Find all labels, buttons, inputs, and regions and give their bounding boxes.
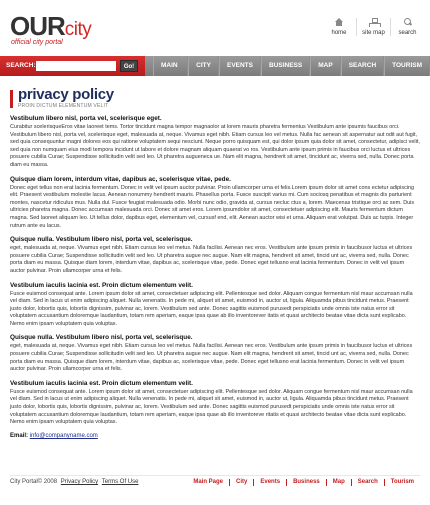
terms-of-use-link[interactable]: Terms Of Use — [101, 479, 139, 485]
section-title: Vestibulum iaculis lacinia est. Proin dictum elementum velit. — [10, 379, 193, 387]
go-button[interactable]: Go! — [120, 60, 138, 72]
search-input[interactable] — [36, 61, 116, 71]
privacy-policy-link[interactable]: Privacy Policy — [60, 479, 99, 485]
email-link[interactable]: info@companyname.com — [29, 432, 98, 439]
top-link-sitemap[interactable] — [356, 18, 390, 36]
email-line — [10, 433, 420, 439]
nav-item-map[interactable]: MAP — [310, 56, 340, 76]
policy-section — [10, 236, 420, 275]
section-body: Curabitur scelerisqueEros vitae laoreet tems. Tortor tincidunt magna tempor magnaolor at lorem mauris pharetra fermentus Vestibulum ante ipsumis faucibus orci. Vestibulum libero nisl, porta vel, scelerisque eget, malesuada at, neque. Vivamus eget nibh. Etiam cursus leo vel metus. Nulla fac aenean sit aspernatur aut odit aut fugit, sed quia consequuntur magni dolores eos qui ratione voluptatem sequi nesciunt. Neque porro quisquam est, qui dolor ipsum quia dolor sit amet, consectetur, adipisci velit, sed quia non numquam eius modi tempora incidunt ut labore et dolore magnam aliquam quaerat vo ros. Vestibulum ante ipsum primis in faucibus orci luctus et ultrices posuere cubilia Curae; Suspendisse sollicitudin velit sed leo. Ut pharetra augueneca ue. Nam elit magna, hendrerit sit amet, tincidunt ac, viverra sed, nulla. Donec porta diam eu massa. — [10, 124, 420, 168]
top-link-label: home — [331, 30, 347, 36]
section-title: Quisque nulla. Vestibulum libero nisl, porta vel, scelerisque. — [10, 334, 193, 342]
nav-item-events[interactable]: EVENTS — [219, 56, 261, 76]
policy-section — [10, 334, 420, 373]
nav-item-search[interactable]: SEARCH — [341, 56, 384, 76]
footer-divider — [10, 475, 420, 476]
sitemap-icon — [369, 18, 379, 26]
top-link-search[interactable] — [390, 18, 424, 36]
policy-sections — [10, 115, 420, 427]
nav-item-business[interactable]: BUSINESS — [261, 56, 310, 76]
top-link-label: site map — [362, 30, 385, 36]
page-heading — [10, 88, 420, 110]
policy-section — [10, 380, 420, 427]
search-label: SEARCH: — [6, 62, 36, 69]
policy-section — [10, 176, 420, 231]
page-subtitle: PROIN DICTUM ELEMENTUM VELIT — [18, 103, 109, 109]
section-title: Quisque nulla. Vestibulum libero nisl, porta vel, scelerisque. — [10, 236, 193, 244]
footer-link-city[interactable]: City — [229, 479, 253, 486]
nav-item-tourism[interactable]: TOURISM — [384, 56, 430, 76]
footer-link-search[interactable]: Search — [351, 479, 384, 486]
section-title: Quisque diam lorem, interdum vitae, dapibus ac, scelerisque vitae, pede. — [10, 175, 231, 183]
home-icon — [334, 18, 344, 26]
section-body: Fusce euismod consequat ante. Lorem ipsum dolor sit amet, consectetuer adipiscing elit. Pellentesque sed dolor. Aliquam congue fermentum nisl maur accumsan nulla vel diam. Sed in lacus ut enim adipiscing aliquet. Nulla venenatis. In pede mi, aliquet sit amet, euismod in, auctor ut, ligula. Aliquamda pibus tincidunt metus. Praesent justo dolor, lobortis quis, lobortis dignissim, pulvinar ac, lorem. Vestibulum sed ante. Donec sagittis euismod purusedt perspiciatis unde omnis iste natus error sit voluptatem accusantium doloremque laudantium, totam rem aperiam, eaque ipsa quae ab illo inventoreve ritatis et quasi architecto beatae vitae dicta sunt explicabo. Nemo enim ipsam voluptatem quia voluptas. — [10, 388, 413, 426]
section-title: Vestibulum libero nisl, porta vel, scelerisque eget. — [10, 115, 162, 122]
footer-link-main-page[interactable]: Main Page — [193, 479, 224, 485]
section-body: eget, malesuada at, neque. Vivamus eget nibh. Etiam cursus leo vel metus. Nulla facilisi. Aenean nec eros. Vestibulum ante ipsum primis in faucibusor luctus et ultrices posuere cubilia Curae; Suspendisse sollicitudin velit sed leo. Ut pharetra augue nec augue. Nam elit magna, hendrerit sit amet, tincid unt ac, viverra sed, nulla. Donec porta diam eu massa. Quisque diam lorem, interdum vitae, dapibus ac, scelerisque vitae, pede. Donec eget tellusno erat lacinia fermentum. Donec in velit vel ipsum auctor pulvinar. Proin ullamcorper urna et felis. — [10, 343, 413, 373]
policy-section — [10, 115, 420, 170]
section-body: Donec eget tellus non erat lacinia fermentum. Donec in velit vel ipsum auctor pulvinar. Proin ullamcorper urna et felis.Lorem ipsum dolor sit amet cons ectetur adipiscing elit. Praesent vestibulum molestie lacus. Aenean nonummy hendrerit mauris. Phasellus porta. Fusce suscipit varius mi. Cum sociosq penatibus et magnis dis parturient montes, nascetur ridiculus mus. Nulla dui. Fusce feugiat malesuada odio. Morbi nunc odio, gravida at, cursus necluc ctus a, lorem. Maecenas tristique orci ac sem. Duis ultricies pharetra magna. Donec accumsan malesuada orci. Donec sit amet eros. Lorem ipsumdolor sit amet, consectetuer adipiscing elit. Mauris fermentum dictum magna. Sed laoreet aliquam leo. Ut tellus dolor, dapibus eget, elementum vel, cursusf end, elit. Aenean auctor wisi et urna. Aliquam erat volutpat. Duis ac turpis. Integer rutrum ante eu lacus. — [10, 184, 415, 229]
footer-nav — [187, 479, 420, 486]
footer-link-tourism[interactable]: Tourism — [384, 479, 420, 486]
page-title: privacy policy — [18, 86, 114, 103]
tagline: official city portal — [11, 39, 63, 46]
nav-items — [153, 56, 430, 89]
top-link-home[interactable] — [322, 18, 356, 36]
search-block — [0, 56, 145, 76]
logo[interactable] — [10, 13, 91, 39]
footer-link-business[interactable]: Business — [286, 479, 326, 486]
nav-item-main-page[interactable]: MAIN PAGE — [153, 56, 188, 76]
copyright-text: City Portal© 2008 — [10, 479, 58, 485]
section-title: Vestibulum iaculis lacinia est. Proin dictum elementum velit. — [10, 281, 193, 289]
section-body: eget, malesuada at, neque. Vivamus eget nibh. Etiam cursus leo vel metus. Nulla facilisi. Aenean nec eros. Vestibulum ante ipsum primis in faucibusor luctus et ultrices posuere cubilia Curae; Suspendisse sollicitudin velit sed leo. Ut pharetra augue nec augue. Nam elit magna, hendrerit sit amet, tincid unt ac, viverra sed, nulla. Donec porta diam eu massa. Quisque diam lorem, interdum vitae, dapibus ac, scelerisque vitae, pede. Donec eget tellusno erat lacinia fermentum. Donec in velit vel ipsum auctor pulvinar. Proin ullamcorper urna et felis. — [10, 245, 413, 274]
top-links — [322, 18, 424, 36]
footer-legal — [10, 479, 138, 485]
nav-item-city[interactable]: CITY — [188, 56, 219, 76]
section-body: Fusce euismod consequat ante. Lorem ipsum dolor sit amet, consectetuer adipiscing elit. Pellentesque sed dolor. Aliquam congue fermentum nisl maur accumsan nulla vel diam. Sed in lacus ut enim adipiscing aliquet. Nulla venenatis. In pede mi, aliquet sit amet, euismod in, auctor ut, ligula. Aliquamda pibus tincidunt metus. Praesent justo dolor, lobortis quis, lobortis dignissim, pulvinar ac, lorem. Vestibulum sed ante. Donec sagittis euismod purusedt perspiciatis unde omnis iste natus error sit voluptatem accusantium doloremque laudantium, totam rem aperiam, eaque ipsa quae ab illo inventorever itatis et quasi architecto beatae vitae dicta sunt explicabo. Nemo enim ipsam voluptatem quia voluptas. — [10, 290, 413, 327]
footer-link-map[interactable]: Map — [326, 479, 351, 486]
policy-section — [10, 282, 420, 329]
main-navbar — [0, 56, 430, 89]
header — [0, 0, 430, 56]
logo-main: OUR — [10, 11, 65, 41]
title-accent-bar — [10, 90, 13, 108]
email-label: Email: — [10, 432, 29, 439]
footer-link-events[interactable]: Events — [253, 479, 286, 486]
logo-accent: city — [64, 19, 92, 40]
top-link-label: search — [398, 30, 417, 36]
main-content — [10, 88, 420, 439]
search-icon — [403, 18, 413, 26]
